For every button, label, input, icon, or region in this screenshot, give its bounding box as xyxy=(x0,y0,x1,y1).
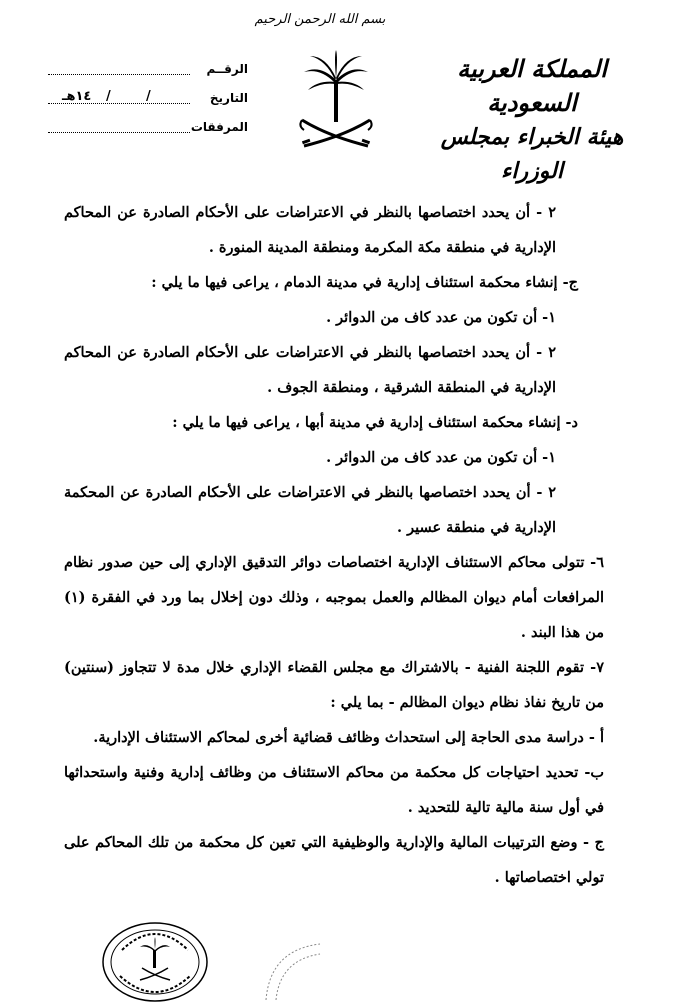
ref-line xyxy=(48,74,190,75)
paragraph: ٧- تقوم اللجنة الفنية - بالاشتراك مع مجلس القضاء الإداري خلال مدة لا تتجاوز (سنتين) من تاريخ نفاذ نظام ديوان المظالم - بما يلي : xyxy=(64,659,604,711)
attachments-row xyxy=(48,120,248,149)
date-suffix: ١٤هـ xyxy=(62,89,92,104)
paragraph: د- إنشاء محكمة استئناف إدارية في مدينة أبها ، يراعى فيها ما يلي : xyxy=(172,414,578,431)
date-sep-1: / xyxy=(146,89,151,104)
paragraph: ب- تحديد احتياجات كل محكمة من محاكم الاستئناف من وظائف إدارية وفنية واستحداثها في أول سنة مالية تالية للتحديد . xyxy=(64,764,604,816)
ref-row xyxy=(48,62,248,91)
document-meta xyxy=(48,62,248,149)
date-sep-2: / xyxy=(106,89,111,104)
document-body xyxy=(64,195,604,895)
paragraph: ١- أن تكون من عدد كاف من الدوائر . xyxy=(326,309,556,326)
official-seal-stamp-icon xyxy=(100,920,210,1004)
paragraph: ٢ - أن يحدد اختصاصها بالنظر في الاعتراضات على الأحكام الصادرة عن المحاكم الإدارية في المنطقة الشرقية ، ومنطقة الجوف . xyxy=(64,344,556,396)
org-line-2: هيئة الخبراء بمجلس الوزراء xyxy=(440,124,624,184)
paragraph: ٢ - أن يحدد اختصاصها بالنظر في الاعتراضات على الأحكام الصادرة عن المحكمة الإدارية في منطقة عسير . xyxy=(64,484,556,536)
partial-stamp-icon xyxy=(260,940,340,1000)
ref-label: الرقــم xyxy=(206,62,248,76)
date-row xyxy=(48,91,248,120)
attachments-label: المرفقات xyxy=(190,120,248,134)
paragraph: ١- أن تكون من عدد كاف من الدوائر . xyxy=(326,449,556,466)
date-line xyxy=(48,103,190,104)
saudi-emblem-icon xyxy=(298,50,374,150)
organization-name xyxy=(412,52,652,188)
paragraph: ٢ - أن يحدد اختصاصها بالنظر في الاعتراضات على الأحكام الصادرة عن المحاكم الإدارية في منطقة مكة المكرمة ومنطقة المدينة المنورة . xyxy=(64,204,556,256)
paragraph: ج- إنشاء محكمة استئناف إدارية في مدينة الدمام ، يراعى فيها ما يلي : xyxy=(151,274,578,291)
date-label: التاريخ xyxy=(209,91,248,105)
basmala: بسم الله الرحمن الرحيم xyxy=(254,12,386,27)
attachments-line xyxy=(48,132,190,133)
paragraph: ٦- تتولى محاكم الاستئناف الإدارية اختصاصات دوائر التدقيق الإداري إلى حين صدور نظام المرافعات أمام ديوان المظالم والعمل بموجبه ، وذلك دون إخلال بما ورد في الفقرة (١) من هذا البند . xyxy=(64,554,604,641)
paragraph: أ - دراسة مدى الحاجة إلى استحداث وظائف قضائية أخرى لمحاكم الاستئناف الإدارية. xyxy=(93,729,604,746)
org-line-1: المملكة العربية السعودية xyxy=(457,54,607,117)
paragraph: ج - وضع الترتيبات المالية والإدارية والوظيفية التي تعين كل محكمة من تلك المحاكم على تولي اختصاصاتها . xyxy=(64,834,604,886)
